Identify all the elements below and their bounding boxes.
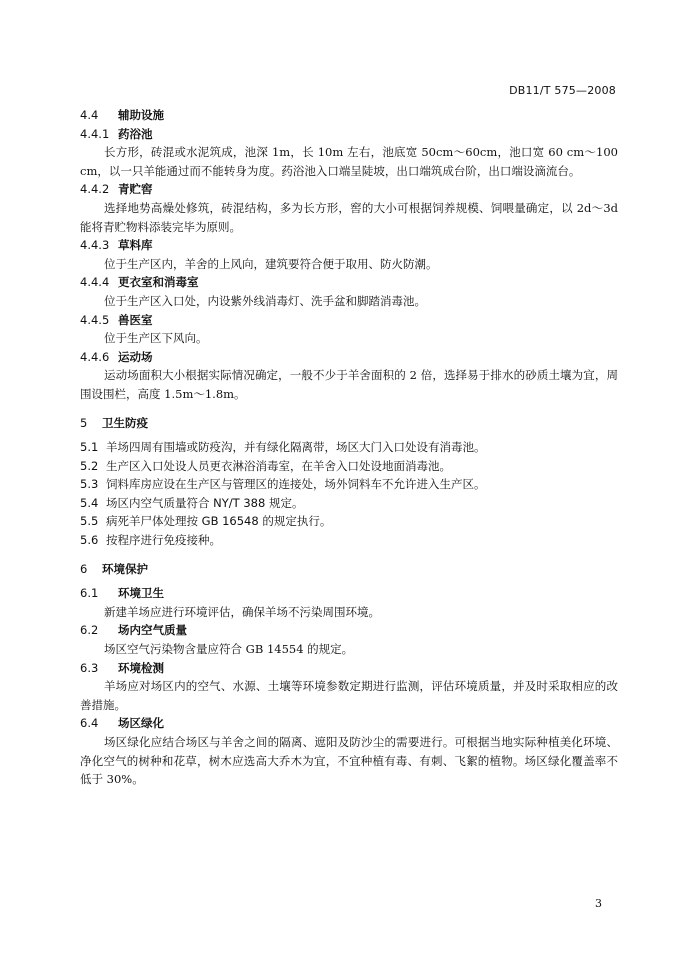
section-6-3-heading bbox=[80, 659, 618, 678]
item-number: 5.3 bbox=[80, 477, 99, 492]
section-6-heading bbox=[80, 560, 618, 579]
section-4-4-4-body: 位于生产区入口处，内设紫外线消毒灯、洗手盆和脚踏消毒池。 bbox=[104, 293, 426, 308]
item-number: 5.6 bbox=[80, 533, 99, 548]
list-item-5-4 bbox=[80, 494, 618, 513]
section-title: 场内空气质量 bbox=[118, 623, 187, 638]
section-title: 青贮窖 bbox=[118, 182, 153, 197]
section-title: 运动场 bbox=[118, 349, 153, 364]
section-number: 4.4.1 bbox=[80, 126, 110, 141]
section-number: 6.2 bbox=[80, 623, 99, 638]
section-5-heading bbox=[80, 414, 618, 433]
section-6-3-body: 羊场应对场区内的空气、水源、土壤等环境参数定期进行监测，评估环境质量，并及时采取相应的改善措施。 bbox=[80, 679, 618, 712]
spacer bbox=[80, 404, 618, 414]
section-6-4-body: 场区绿化应结合场区与羊舍之间的隔离、遮阳及防沙尘的需要进行。可根据当地实际种植美化环境、净化空气的树种和花草，树木应选高大乔木为宜，不宜种植有毒、有刺、飞絮的植物。场区绿化覆盖率不低于 30%。 bbox=[80, 735, 618, 787]
section-6-4-heading bbox=[80, 714, 618, 733]
item-number: 5.4 bbox=[80, 495, 99, 510]
section-title: 兽医室 bbox=[118, 312, 153, 327]
section-number: 4.4.3 bbox=[80, 238, 110, 253]
item-text: 病死羊尸体处理按 GB 16548 的规定执行。 bbox=[106, 514, 332, 529]
section-number: 4.4 bbox=[80, 108, 99, 122]
section-title: 草料库 bbox=[118, 238, 153, 253]
document-body bbox=[80, 106, 618, 789]
section-4-4-1-heading bbox=[80, 125, 618, 144]
list-item-5-2 bbox=[80, 457, 618, 476]
section-4-4-3-heading bbox=[80, 236, 618, 255]
section-4-4-6-heading bbox=[80, 348, 618, 367]
section-title: 环境卫生 bbox=[118, 586, 164, 601]
section-4-4-5-body: 位于生产区下风向。 bbox=[104, 331, 208, 346]
section-number: 4.4.5 bbox=[80, 312, 110, 327]
section-number: 5 bbox=[80, 415, 88, 430]
item-text: 按程序进行免疫接种。 bbox=[106, 533, 221, 548]
item-number: 5.1 bbox=[80, 440, 99, 455]
item-text: 饲料库房应设在生产区与管理区的连接处，场外饲料车不允许进入生产区。 bbox=[106, 477, 486, 492]
section-title: 辅助设施 bbox=[118, 108, 164, 122]
section-title: 环境检测 bbox=[118, 660, 164, 675]
item-text: 生产区入口处设人员更衣淋浴消毒室，在羊舍入口处设地面消毒池。 bbox=[106, 458, 451, 473]
section-number: 6 bbox=[80, 561, 88, 576]
document-code: DB11/T 575—2008 bbox=[509, 84, 616, 97]
item-number: 5.2 bbox=[80, 458, 99, 473]
section-number: 4.4.6 bbox=[80, 349, 110, 364]
section-6-2-heading bbox=[80, 621, 618, 640]
section-title: 药浴池 bbox=[118, 126, 153, 141]
section-number: 6.3 bbox=[80, 660, 99, 675]
spacer bbox=[80, 550, 618, 560]
item-text: 场区内空气质量符合 NY/T 388 规定。 bbox=[106, 495, 304, 510]
section-number: 4.4.2 bbox=[80, 182, 110, 197]
section-4-4-2-body: 选择地势高燥处修筑，砖混结构，多为长方形，窖的大小可根据饲养规模、饲喂量确定，以 2d～3d 能将青贮物料添装完毕为原则。 bbox=[80, 200, 618, 234]
section-number: 6.4 bbox=[80, 716, 99, 731]
section-4-4-4-heading bbox=[80, 273, 618, 292]
page-number: 3 bbox=[595, 897, 602, 910]
section-title: 环境保护 bbox=[102, 561, 148, 576]
section-4-4-6-body: 运动场面积大小根据实际情况确定，一般不少于羊舍面积的 2 倍，选择易于排水的砂质土壤为宜，周围设围栏，高度 1.5m～1.8m。 bbox=[80, 368, 618, 401]
section-4-4-3-body: 位于生产区内，羊舍的上风向，建筑要符合便于取用、防火防潮。 bbox=[104, 256, 438, 271]
section-number: 4.4.4 bbox=[80, 275, 110, 290]
section-title: 场区绿化 bbox=[118, 716, 164, 731]
section-4-4-5-heading bbox=[80, 311, 618, 330]
section-4-4-1-body: 长方形，砖混或水泥筑成，池深 1m，长 10m 左右，池底宽 50cm～60cm，池口宽 60 cm～100 cm，以一只羊能通过而不能转身为度。药浴池入口端呈陡坡，出口端筑成台阶，出口端设滴流台。 bbox=[80, 145, 618, 178]
section-4-4-heading bbox=[80, 106, 618, 125]
item-text: 羊场四周有围墙或防疫沟，并有绿化隔离带，场区大门入口处设有消毒池。 bbox=[106, 440, 486, 455]
section-6-1-heading bbox=[80, 584, 618, 603]
list-item-5-5 bbox=[80, 512, 618, 531]
list-item-5-6 bbox=[80, 531, 618, 550]
section-number: 6.1 bbox=[80, 586, 99, 601]
section-4-4-2-heading bbox=[80, 180, 618, 199]
section-title: 更衣室和消毒室 bbox=[118, 275, 199, 290]
item-number: 5.5 bbox=[80, 514, 99, 529]
list-item-5-3 bbox=[80, 475, 618, 494]
list-item-5-1 bbox=[80, 438, 618, 457]
section-6-2-body: 场区空气污染物含量应符合 GB 14554 的规定。 bbox=[104, 642, 354, 657]
section-title: 卫生防疫 bbox=[102, 415, 148, 430]
section-6-1-body: 新建羊场应进行环境评估，确保羊场不污染周围环境。 bbox=[104, 604, 380, 619]
